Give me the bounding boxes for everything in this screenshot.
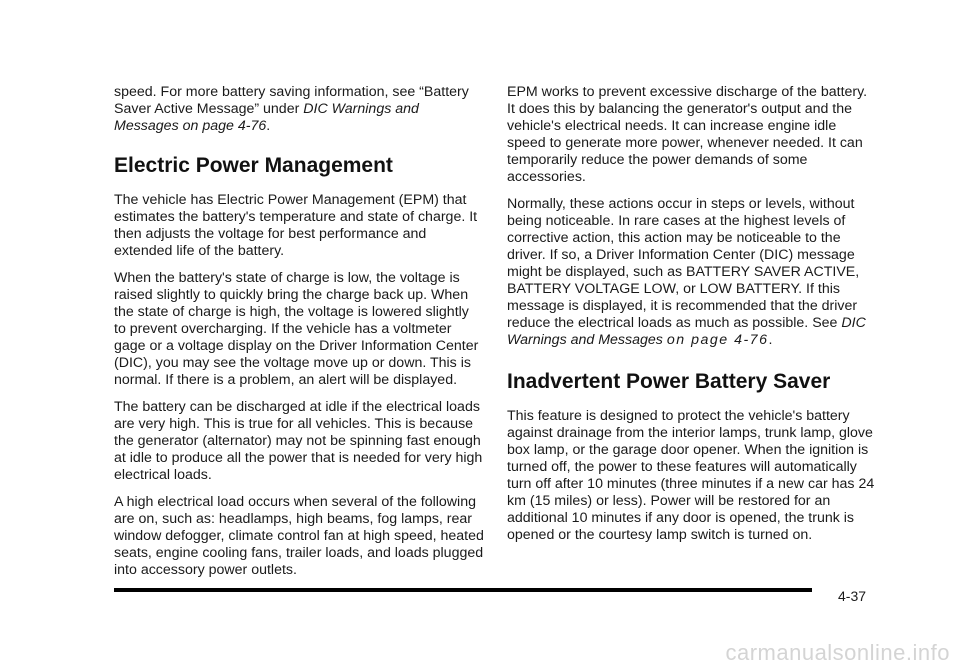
- page-number: 4-37: [838, 588, 867, 604]
- epm-paragraph-1: The vehicle has Electric Power Management (EPM) that estimates the battery's temperature and state of charge. It then adjusts the voltage for best performance and extended life of the battery.: [114, 192, 478, 259]
- epm-paragraph-6-text: Normally, these actions occur in steps or levels, without being noticeable. In rare cases at the highest levels of corrective action, this action may be noticeable to the driver. If so, a Driver Information Center (DIC) message might be displayed, such as BATTERY SAVER ACTIVE, BATTERY VOLTAGE LOW, or LOW BATTERY. If this message is displayed, it is recommended that the driver reduce the electrical loads as much as possible. See: [507, 196, 860, 331]
- right-column: [507, 84, 877, 554]
- intro-paragraph: [114, 84, 484, 135]
- watermark: carmanualsonline.info: [725, 640, 950, 665]
- footer-rule: [114, 588, 812, 592]
- page-reference[interactable]: on page 4-76: [666, 332, 769, 348]
- section-heading-battery-saver: Inadvertent Power Battery Saver: [507, 370, 831, 393]
- intro-text: speed. For more battery saving information, see “Battery Saver Active Message” under: [114, 84, 469, 117]
- dic-warnings-reference-2[interactable]: DIC Warnings and Messages: [507, 315, 866, 348]
- dic-warnings-reference[interactable]: DIC Warnings and Messages on page 4-76: [114, 101, 419, 134]
- section-heading-epm: Electric Power Management: [114, 154, 393, 177]
- epm-paragraph-3: The battery can be discharged at idle if the electrical loads are very high. This is true for all vehicles. This is because the generator (alternator) may not be spinning fast enough at idle to produce all the power that is needed for very high electrical loads.: [114, 399, 483, 483]
- intro-tail: .: [266, 118, 271, 134]
- epm-paragraph-5: EPM works to prevent excessive discharge of the battery. It does this by balancing the generator's output and the vehicle's electrical needs. It can increase engine idle speed to generate more power, whenever needed. It can temporarily reduce the power demands of some accessories.: [507, 84, 868, 185]
- epm-paragraph-6-tail: .: [768, 332, 773, 348]
- epm-paragraph-2: When the battery's state of charge is low, the voltage is raised slightly to quickly bring the charge back up. When the state of charge is high, the voltage is lowered slightly to prevent overcharging. If the vehicle has a voltmeter gage or a voltage display on the Driver Information Center (DIC), you may see the voltage move up or down. This is normal. If there is a problem, an alert will be displayed.: [114, 270, 479, 388]
- left-column: [114, 84, 484, 589]
- battery-saver-paragraph: This feature is designed to protect the vehicle's battery against drainage from the interior lamps, trunk lamp, glove box lamp, or the garage door opener. When the ignition is turned off, the power to these features will automatically turn off after 10 minutes (three minutes if a new car has 24 km (15 miles) or less). Power will be restored for an additional 10 minutes if any door is opened, the trunk is opened or the courtesy lamp switch is turned on.: [507, 408, 875, 543]
- epm-paragraph-6: [507, 196, 877, 349]
- epm-paragraph-4: A high electrical load occurs when several of the following are on, such as: headlamps, high beams, fog lamps, rear window defogger, climate control fan at high speed, heated seats, engine cooling fans, trailer loads, and loads plugged into accessory power outlets.: [114, 494, 484, 578]
